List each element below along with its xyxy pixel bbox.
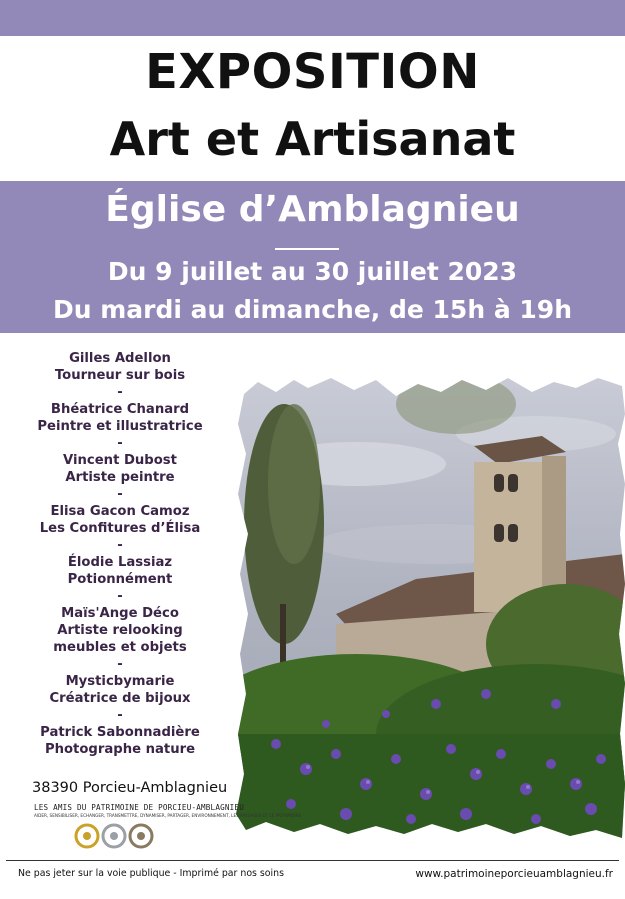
artist-name: Maïs'Ange Déco [61,606,179,621]
association-logos [74,823,154,849]
artist-name: Mysticbymarie [65,674,175,689]
venue-divider [275,248,339,250]
artist-list [4,350,236,758]
footer-divider [6,860,619,861]
association-logo-gold-icon [76,825,98,847]
artist-entry [4,350,236,384]
exhibition-dates: Du 9 juillet au 30 juillet 2023 [107,257,518,286]
artist-role: Peintre et illustratrice [37,419,203,434]
artist-name: Élodie Lassiaz [67,555,173,570]
artist-role: Tourneur sur bois [54,368,186,383]
artist-name: Bhéatrice Chanard [50,402,190,417]
opening-hours: Du mardi au dimanche, de 15h à 19h [52,295,572,324]
venue-name: Église d’Amblagnieu [105,189,520,230]
artist-separator: - [117,657,123,672]
postal-address: 38390 Porcieu-Amblagnieu [32,780,228,796]
artist-role: Créatrice de bijoux [49,691,191,706]
artist-separator: - [117,708,123,723]
artist-entry [4,452,236,486]
association-logo-bronze-icon [130,825,152,847]
artist-separator: - [117,487,123,502]
artist-entry [4,554,236,588]
artist-separator: - [117,385,123,400]
artist-role: Artiste relooking meubles et objets [53,623,187,655]
artist-role: Potionnément [67,572,173,587]
association-tagline: AIDER, SENSIBILISER, ECHANGER, TRANSMETTRE, DYNAMISER, PARTAGER, ENVIRONNEMENT, LES PAYSAGES ET LE PATRIMOINE [34,813,302,818]
artist-name: Elisa Gacon Camoz [50,504,190,519]
artist-role: Les Confitures d’Élisa [39,521,201,536]
artist-role: Artiste peintre [65,470,175,485]
venue-band [0,181,625,333]
artist-separator: - [117,589,123,604]
church-photo [236,374,625,838]
artist-name: Vincent Dubost [63,453,177,468]
artist-separator: - [117,436,123,451]
artist-entry [4,673,236,707]
artist-entry [4,724,236,758]
association-name: LES AMIS DU PATRIMOINE DE PORCIEU-AMBLAGNIEU [34,803,244,812]
artist-name: Patrick Sabonnadière [40,725,200,740]
top-color-band [0,0,625,36]
artist-entry [4,401,236,435]
footer-disclaimer: Ne pas jeter sur la voie publique - Imprimé par nos soins [18,868,284,879]
poster-title-exposition: EXPOSITION [145,44,480,100]
artist-entry [4,605,236,656]
footer-website-link[interactable]: www.patrimoineporcieuamblagnieu.fr [415,868,613,880]
artist-name: Gilles Adellon [69,351,171,366]
artist-role: Photographe nature [44,742,196,757]
artist-separator: - [117,538,123,553]
association-logo-silver-icon [103,825,125,847]
poster-title-art-artisanat: Art et Artisanat [109,112,516,166]
artist-entry [4,503,236,537]
